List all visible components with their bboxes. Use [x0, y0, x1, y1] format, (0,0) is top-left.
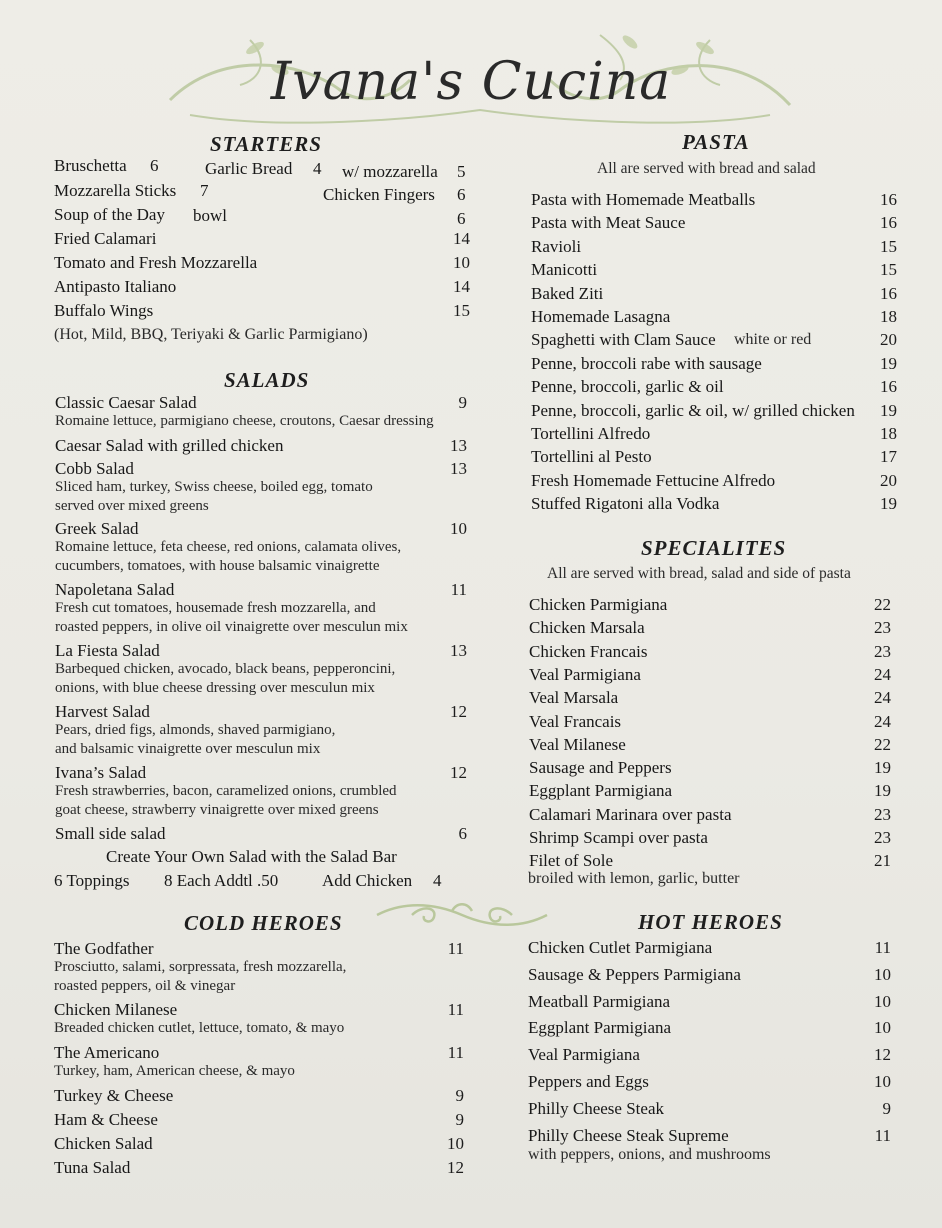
menu-item	[528, 992, 891, 1014]
menu-item-price: 10	[447, 1134, 464, 1153]
menu-item	[54, 301, 470, 323]
menu-item-price: 10	[453, 253, 470, 272]
menu-item-name: Philly Cheese Steak Supreme	[528, 1125, 729, 1145]
menu-item	[54, 1134, 464, 1156]
menu-item-name: Shrimp Scampi over pasta	[529, 828, 708, 847]
menu-item-name: Veal Parmigiana	[529, 664, 641, 684]
menu-item	[528, 1045, 891, 1067]
pasta-subtitle: All are served with bread and salad	[597, 160, 816, 177]
menu-item-name: Philly Cheese Steak	[528, 1098, 664, 1118]
menu-item-price: 20	[880, 470, 897, 490]
menu-item	[55, 641, 467, 696]
menu-item	[54, 1158, 464, 1180]
menu-item-price: 6	[150, 156, 159, 175]
menu-item	[529, 618, 891, 640]
menu-item-price: 23	[874, 828, 891, 847]
menu-item-extra: white or red	[734, 331, 812, 349]
menu-item	[55, 763, 467, 818]
menu-item	[529, 688, 891, 710]
menu-item	[55, 459, 467, 514]
menu-item	[528, 1072, 891, 1094]
menu-item	[529, 735, 891, 757]
menu-item-name: Bruschetta	[54, 156, 127, 175]
menu-item-name: Chicken Francais	[529, 641, 648, 661]
menu-item-description: roasted peppers, oil & vinegar	[54, 978, 236, 994]
menu-item	[531, 237, 897, 259]
menu-item	[528, 965, 891, 987]
menu-item	[528, 1018, 891, 1040]
salad-add-chicken-price: 4	[433, 871, 442, 890]
menu-item	[531, 330, 897, 352]
menu-item-price: 7	[200, 181, 209, 200]
restaurant-title: Ivana's Cucina	[270, 52, 672, 112]
menu-item-price: 12	[450, 763, 467, 782]
menu-item	[529, 805, 891, 827]
menu-item	[529, 828, 891, 850]
menu-item-price: 12	[450, 702, 467, 721]
menu-item-price: 24	[874, 711, 891, 731]
menu-item-name: The Americano	[54, 1043, 160, 1062]
menu-item-price: 24	[874, 664, 891, 684]
menu-item-description: and balsamic vinaigrette over mesculun mix	[55, 741, 321, 757]
menu-item-price: 15	[880, 260, 897, 280]
menu-item-price: 14	[453, 229, 470, 248]
menu-item-description: Romaine lettuce, feta cheese, red onions, calamata olives,	[55, 539, 402, 555]
menu-item-price: 4	[313, 159, 322, 178]
salads-heading: SALADS	[224, 368, 310, 392]
menu-item-price: 9	[458, 393, 467, 412]
menu-item-name: Filet of Sole	[529, 851, 614, 871]
menu-item-description: Pears, dried figs, almonds, shaved parmigiano,	[55, 722, 336, 738]
sole-description: broiled with lemon, garlic, butter	[528, 870, 740, 887]
menu-item-name: Chicken Cutlet Parmigiana	[528, 938, 713, 957]
menu-item-name: The Godfather	[54, 939, 154, 958]
menu-item	[54, 939, 464, 994]
menu-item-description: onions, with blue cheese dressing over mesculun mix	[55, 680, 375, 696]
menu-item-name: Calamari Marinara over pasta	[529, 804, 732, 824]
menu-item	[528, 1126, 891, 1148]
menu-item-name: Penne, broccoli, garlic & oil	[531, 377, 724, 397]
menu-item-name: Meatball Parmigiana	[528, 991, 671, 1011]
menu-item-price: 15	[880, 236, 897, 256]
menu-item	[55, 702, 467, 757]
menu-item-name: Pasta with Meat Sauce	[531, 213, 686, 233]
menu-item-price: 13	[450, 436, 467, 455]
menu-item-name: Spaghetti with Clam Sauce	[531, 330, 716, 350]
menu-item-price: 16	[880, 190, 897, 209]
menu-item	[531, 284, 897, 306]
menu-item	[528, 1099, 891, 1121]
menu-item-price: 13	[450, 641, 467, 660]
menu-item-price: 11	[447, 1043, 464, 1062]
menu-item-description: Breaded chicken cutlet, lettuce, tomato, & mayo	[54, 1020, 345, 1036]
menu-item-price: 18	[880, 424, 897, 443]
menu-item	[54, 1086, 464, 1108]
menu-item-price: 11	[450, 580, 467, 599]
specialites-heading: SPECIALITES	[641, 536, 787, 560]
menu-item-name: Ham & Cheese	[54, 1110, 158, 1129]
menu-item-price: 19	[880, 353, 897, 373]
menu-item-description: Prosciutto, salami, sorpressata, fresh mozzarella,	[54, 959, 347, 975]
menu-item-name: Tortellini Alfredo	[531, 424, 651, 443]
menu-item-name: Stuffed Rigatoni alla Vodka	[531, 494, 720, 514]
salad-add-chicken: Add Chicken	[322, 871, 413, 890]
menu-item-price: 9	[455, 1110, 464, 1129]
menu-item-price: 24	[874, 688, 891, 708]
menu-item-price: 19	[874, 781, 891, 801]
center-swirl-ornament	[372, 897, 552, 933]
menu-item-name: Buffalo Wings	[54, 301, 154, 320]
salad-each-addtl: 8 Each Addtl .50	[164, 871, 279, 890]
cold-heroes-heading: COLD HEROES	[184, 911, 343, 935]
menu-item	[531, 401, 897, 423]
menu-item-name: Pasta with Homemade Meatballs	[531, 190, 756, 209]
menu-item	[529, 642, 891, 664]
menu-item	[529, 781, 891, 803]
pasta-heading: PASTA	[682, 130, 750, 154]
menu-item	[531, 213, 897, 235]
menu-item-description: Romaine lettuce, parmigiano cheese, croutons, Caesar dressing	[55, 413, 434, 429]
menu-item-name: Chicken Fingers	[323, 185, 435, 204]
menu-item	[529, 712, 891, 734]
menu-item	[531, 447, 897, 469]
menu-item-name: Veal Francais	[529, 711, 622, 731]
menu-item-name: Manicotti	[531, 260, 598, 280]
menu-item-name: Mozzarella Sticks	[54, 181, 177, 200]
menu-item-description: roasted peppers, in olive oil vinaigrette over mesculun mix	[55, 619, 408, 635]
menu-item	[529, 665, 891, 687]
menu-item-price: 9	[882, 1098, 891, 1118]
menu-item	[531, 377, 897, 399]
menu-item-description: Barbequed chicken, avocado, black beans, pepperoncini,	[55, 661, 396, 677]
menu-item-price: 20	[880, 330, 897, 350]
menu-item	[54, 1110, 464, 1132]
hot-heroes-heading: HOT HEROES	[638, 910, 783, 934]
menu-item-price: 19	[880, 494, 897, 514]
menu-item-price: 14	[453, 277, 470, 296]
menu-item-price: 10	[450, 519, 467, 538]
menu-item-name: Antipasto Italiano	[54, 277, 177, 296]
menu-item-price: 19	[874, 758, 891, 778]
menu-item-description: Fresh strawberries, bacon, caramelized onions, crumbled	[55, 783, 397, 799]
menu-item	[55, 393, 467, 429]
menu-item-name: Veal Marsala	[529, 688, 619, 708]
menu-item-price: 23	[874, 618, 891, 638]
menu-item-extra: bowl	[193, 206, 227, 225]
menu-item-name: Baked Ziti	[531, 283, 604, 303]
supreme-description: with peppers, onions, and mushrooms	[528, 1146, 771, 1163]
menu-item-price: 11	[874, 1125, 891, 1145]
menu-item-name: Garlic Bread	[205, 159, 293, 178]
menu-item-price: 16	[880, 213, 897, 233]
menu-item-price: 6	[458, 824, 467, 843]
menu-item-price: 18	[880, 307, 897, 326]
starters-heading: STARTERS	[210, 132, 322, 156]
menu-item	[528, 938, 891, 960]
menu-item-price: 17	[880, 447, 897, 467]
menu-item	[531, 260, 897, 282]
menu-item-name: Veal Milanese	[529, 734, 626, 754]
menu-item-name: Eggplant Parmigiana	[529, 781, 673, 801]
menu-item-name: Chicken Marsala	[529, 618, 645, 638]
menu-item-price: 10	[874, 1018, 891, 1038]
create-own-salad: Create Your Own Salad with the Salad Bar	[106, 847, 397, 866]
menu-item-price: 23	[874, 641, 891, 661]
menu-item	[54, 253, 470, 275]
menu-item-name: Fresh Homemade Fettucine Alfredo	[531, 470, 776, 490]
menu-item	[529, 595, 891, 617]
menu-item-name: Ravioli	[531, 236, 582, 256]
menu-item-name: Tuna Salad	[54, 1158, 131, 1177]
menu-item-name: Homemade Lasagna	[531, 307, 671, 326]
menu-item-name: Eggplant Parmigiana	[528, 1018, 672, 1038]
menu-item-description: Fresh cut tomatoes, housemade fresh mozzarella, and	[55, 600, 376, 616]
menu-item	[531, 424, 897, 446]
menu-item-description: cucumbers, tomatoes, with house balsamic vinaigrette	[55, 558, 380, 574]
menu-item	[531, 307, 897, 329]
menu-item-name: Chicken Salad	[54, 1134, 153, 1153]
menu-item	[531, 190, 897, 212]
menu-item	[55, 580, 467, 635]
menu-item-name: Sausage and Peppers	[529, 758, 672, 778]
menu-item-price: 9	[455, 1086, 464, 1105]
menu-item	[54, 1043, 464, 1079]
menu-item-name: La Fiesta Salad	[55, 641, 160, 660]
menu-item-description: served over mixed greens	[55, 498, 209, 514]
menu-item-name: Turkey & Cheese	[54, 1086, 174, 1105]
menu-item-name: Penne, broccoli rabe with sausage	[531, 353, 762, 373]
menu-item-name: Chicken Parmigiana	[529, 595, 668, 614]
menu-item-name: Tortellini al Pesto	[531, 447, 652, 467]
menu-item-price: 11	[874, 938, 891, 957]
menu-item	[529, 758, 891, 780]
salad-toppings: 6 Toppings	[54, 871, 130, 890]
menu-item-description: goat cheese, strawberry vinaigrette over mixed greens	[55, 802, 379, 818]
menu-item-name: Harvest Salad	[55, 702, 150, 721]
menu-item	[54, 277, 470, 299]
menu-item	[55, 824, 467, 846]
menu-item	[531, 471, 897, 493]
menu-item-name: Chicken Milanese	[54, 1000, 178, 1019]
menu-item-price: 10	[874, 964, 891, 984]
menu-item	[55, 436, 467, 458]
menu-item	[54, 1000, 464, 1036]
menu-item-price: 5	[457, 162, 466, 181]
menu-item-description: Sliced ham, turkey, Swiss cheese, boiled egg, tomato	[55, 479, 373, 495]
menu-item-price: 6	[457, 185, 466, 204]
menu-item-price: 15	[453, 301, 470, 320]
menu-item-name: Soup of the Day	[54, 205, 165, 224]
menu-item-price: 10	[874, 991, 891, 1011]
menu-item-name: Fried Calamari	[54, 229, 157, 248]
menu-item	[54, 229, 470, 251]
menu-item-price: 10	[874, 1072, 891, 1091]
menu-item-name: Small side salad	[55, 824, 166, 843]
menu-item-price: 16	[880, 377, 897, 397]
menu-item	[531, 494, 897, 516]
menu-item-name: Peppers and Eggs	[528, 1072, 649, 1091]
menu-item-name: Napoletana Salad	[55, 580, 175, 599]
menu-item-price: 13	[450, 459, 467, 478]
menu-item-price: 6	[457, 209, 466, 228]
menu-item-name: Tomato and Fresh Mozzarella	[54, 253, 258, 272]
menu-item-name: Caesar Salad with grilled chicken	[55, 436, 284, 455]
menu-item-extra: w/ mozzarella	[342, 162, 438, 181]
menu-item-name: Sausage & Peppers Parmigiana	[528, 964, 741, 984]
menu-item-name: Greek Salad	[55, 519, 139, 538]
menu-item-name: Ivana’s Salad	[55, 763, 147, 782]
menu-item-price: 21	[874, 851, 891, 871]
menu-item-name: Veal Parmigiana	[528, 1045, 640, 1065]
menu-item-name: Classic Caesar Salad	[55, 393, 197, 412]
menu-item-price: 16	[880, 283, 897, 303]
menu-item-price: 12	[447, 1158, 464, 1177]
wings-note: (Hot, Mild, BBQ, Teriyaki & Garlic Parmigiano)	[54, 326, 368, 343]
menu-item-price: 22	[874, 734, 891, 754]
menu-item-name: Cobb Salad	[55, 459, 134, 478]
menu-item	[55, 519, 467, 574]
specialites-subtitle: All are served with bread, salad and side of pasta	[547, 565, 851, 582]
menu-item-price: 23	[874, 804, 891, 824]
menu-item-price: 12	[874, 1045, 891, 1065]
menu-item	[531, 354, 897, 376]
menu-item-price: 11	[447, 939, 464, 958]
menu-item-name: Penne, broccoli, garlic & oil, w/ grilled chicken	[531, 400, 855, 420]
menu-item-price: 22	[874, 595, 891, 614]
menu-item-price: 19	[880, 400, 897, 420]
menu-item-price: 11	[447, 1000, 464, 1019]
menu-item-description: Turkey, ham, American cheese, & mayo	[54, 1063, 295, 1079]
